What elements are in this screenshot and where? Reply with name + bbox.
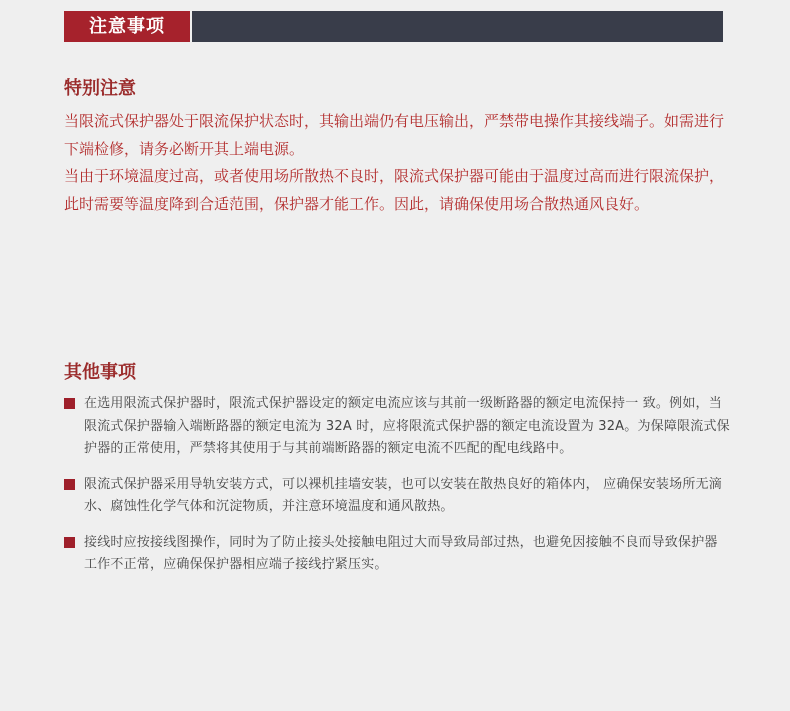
square-bullet-icon — [64, 537, 75, 548]
list-item — [64, 474, 730, 519]
list-item — [64, 393, 730, 461]
special-notice-title: 特别注意 — [64, 78, 136, 99]
square-bullet-icon — [64, 479, 75, 490]
other-notes-title: 其他事项 — [64, 362, 136, 383]
other-notes-list — [64, 393, 730, 590]
special-notice-paragraph: 当限流式保护器处于限流保护状态时，其输出端仍有电压输出，严禁带电操作其接线端子。如需进行下端检修，请务必断开其上端电源。 — [64, 112, 725, 158]
header-divider — [190, 11, 192, 42]
page-title: 注意事项 — [64, 11, 190, 42]
header-bar — [64, 11, 723, 42]
special-notice-paragraph: 当由于环境温度过高，或者使用场所散热不良时，限流式保护器可能由于温度过高而进行限流保护，此时需要等温度降到合适范围，保护器才能工作。因此，请确保使用场合散热通风良好。 — [64, 167, 725, 213]
list-item — [64, 532, 730, 577]
square-bullet-icon — [64, 398, 75, 409]
list-item-text: 接线时应按接线图操作，同时为了防止接头处接触电阻过大而导致局部过热，也避免因接触不良而导致保护器工作不正常，应确保保护器相应端子接线拧紧压实。 — [84, 534, 718, 572]
list-item-text: 在选用限流式保护器时，限流式保护器设定的额定电流应该与其前一级断路器的额定电流保持一 致。例如，当限流式保护器输入端断路器的额定电流为 32A 时，应将限流式保护器的额定电流设置为 32A。为保障限流式保护器的正常使用，严禁将其使用于与其前端断路器的额定电流不匹配的配电线路中。 — [84, 396, 730, 456]
list-item-text: 限流式保护器采用导轨安装方式，可以裸机挂墙安装，也可以安装在散热良好的箱体内， 应确保安装场所无滴水、腐蚀性化学气体和沉淀物质，并注意环境温度和通风散热。 — [84, 476, 722, 514]
